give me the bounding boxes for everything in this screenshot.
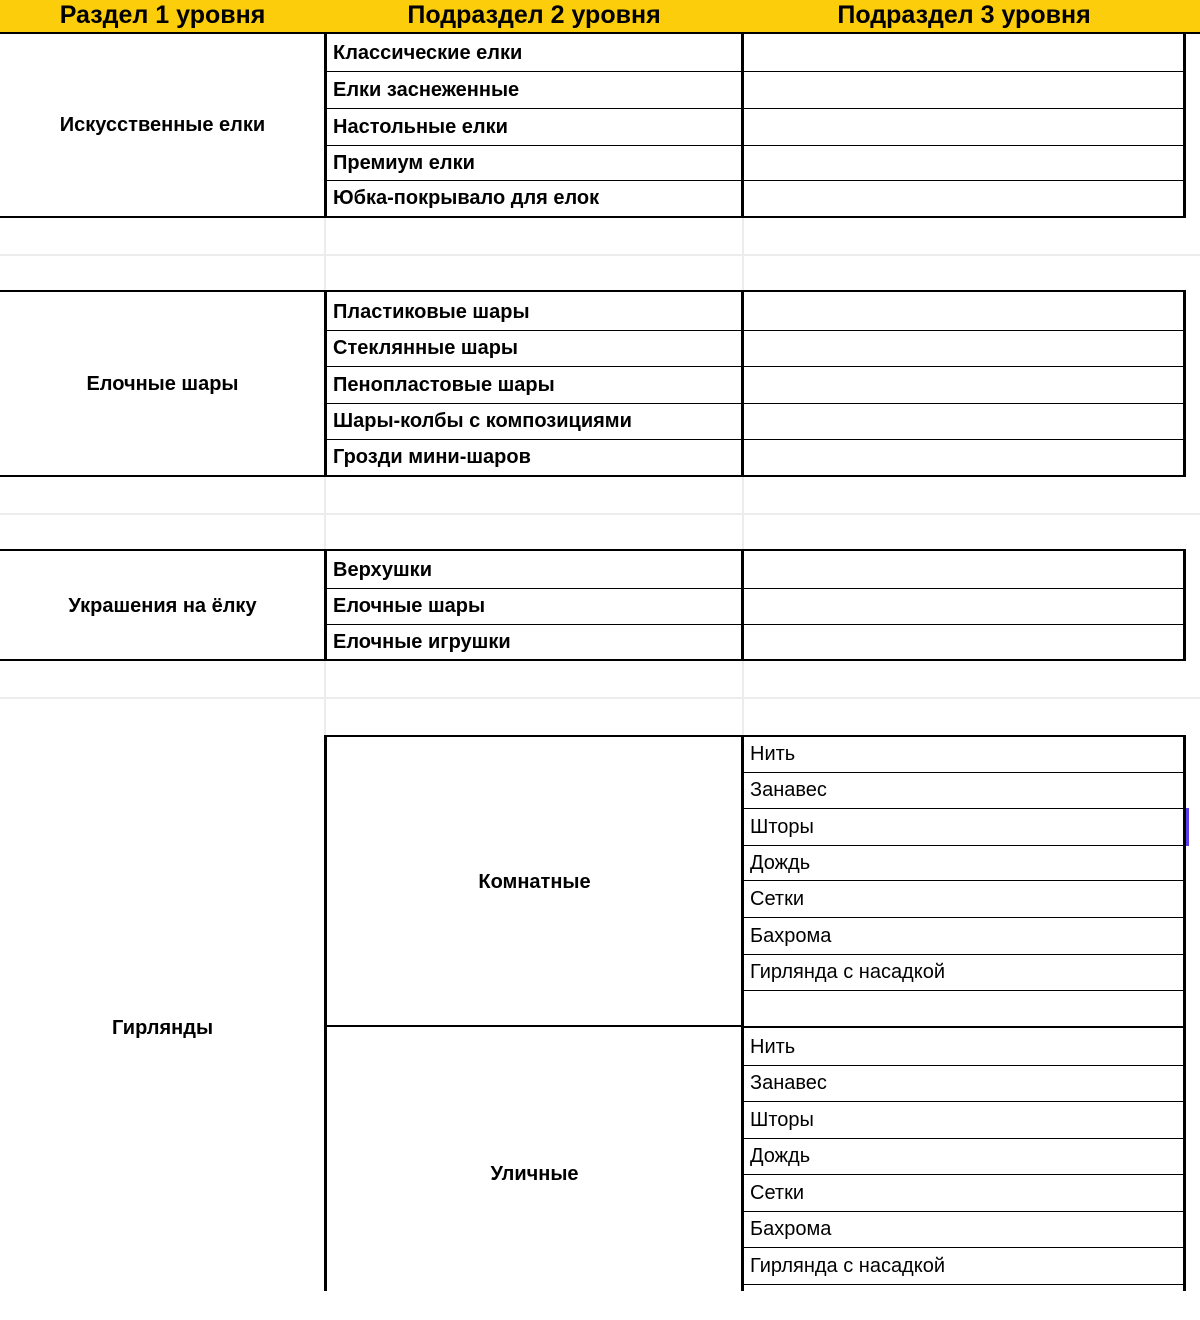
list-item[interactable] — [744, 991, 1184, 1025]
list-item[interactable]: Юбка-покрывало для елок — [333, 187, 600, 209]
subsection-title[interactable]: Уличные — [490, 1162, 579, 1185]
section-title[interactable]: Елочные шары — [86, 373, 239, 395]
selection-indicator — [1186, 808, 1189, 846]
list-item[interactable]: Нить — [750, 1035, 796, 1058]
section-title[interactable]: Гирлянды — [111, 1016, 214, 1039]
empty-cell[interactable] — [744, 109, 1184, 145]
empty-cell[interactable] — [744, 625, 1184, 659]
list-item[interactable]: Пенопластовые шары — [333, 373, 555, 396]
list-item[interactable]: Нить — [750, 743, 796, 765]
list-item[interactable]: Шторы — [750, 815, 814, 838]
list-item[interactable]: Сетки — [750, 1181, 804, 1204]
list-item[interactable]: Занавес — [750, 1072, 827, 1094]
header-level-2: Подраздел 2 уровня — [407, 1, 661, 29]
list-item[interactable]: Классические елки — [333, 41, 523, 64]
empty-cell[interactable] — [744, 146, 1184, 180]
empty-cell[interactable] — [744, 72, 1184, 108]
list-item[interactable]: Дождь — [750, 1145, 811, 1167]
list-item[interactable]: Елки заснеженные — [333, 78, 520, 101]
list-item[interactable]: Премиум елки — [333, 151, 475, 174]
list-item[interactable]: Бахрома — [750, 924, 832, 947]
list-item[interactable]: Бахрома — [750, 1218, 832, 1240]
empty-cell[interactable] — [744, 35, 1184, 71]
empty-cell[interactable] — [744, 181, 1184, 216]
list-item[interactable]: Гирлянда с насадкой — [750, 1254, 945, 1277]
list-item[interactable]: Сетки — [750, 887, 804, 910]
header-level-1: Раздел 1 уровня — [59, 1, 266, 29]
empty-cell[interactable] — [744, 440, 1184, 475]
header-level-3: Подраздел 3 уровня — [837, 1, 1091, 29]
list-item[interactable]: Верхушки — [333, 559, 432, 581]
section-title[interactable]: Украшения на ёлку — [68, 594, 257, 617]
list-item[interactable]: Стеклянные шары — [333, 337, 518, 359]
list-item[interactable]: Елочные игрушки — [333, 630, 511, 653]
empty-cell[interactable] — [744, 294, 1184, 330]
section-title[interactable]: Искусственные елки — [59, 114, 266, 136]
empty-cell[interactable] — [744, 367, 1184, 403]
list-item[interactable]: Шторы — [750, 1108, 814, 1131]
table-header — [0, 0, 1200, 34]
list-item[interactable]: Настольные елки — [333, 115, 508, 138]
empty-cell[interactable] — [744, 589, 1184, 624]
subsection-title[interactable]: Комнатные — [478, 870, 591, 893]
list-item[interactable]: Гирлянда с насадкой — [750, 961, 945, 983]
list-item[interactable]: Пластиковые шары — [333, 300, 530, 323]
empty-cell[interactable] — [744, 404, 1184, 439]
list-item[interactable]: Дождь — [750, 851, 811, 874]
list-item[interactable]: Шары-колбы с композициями — [333, 410, 632, 432]
empty-cell[interactable] — [744, 331, 1184, 366]
list-item[interactable]: Занавес — [750, 779, 827, 801]
list-item[interactable]: Грозди мини-шаров — [333, 446, 531, 468]
empty-cell[interactable] — [744, 553, 1184, 588]
list-item[interactable]: Елочные шары — [333, 595, 486, 617]
